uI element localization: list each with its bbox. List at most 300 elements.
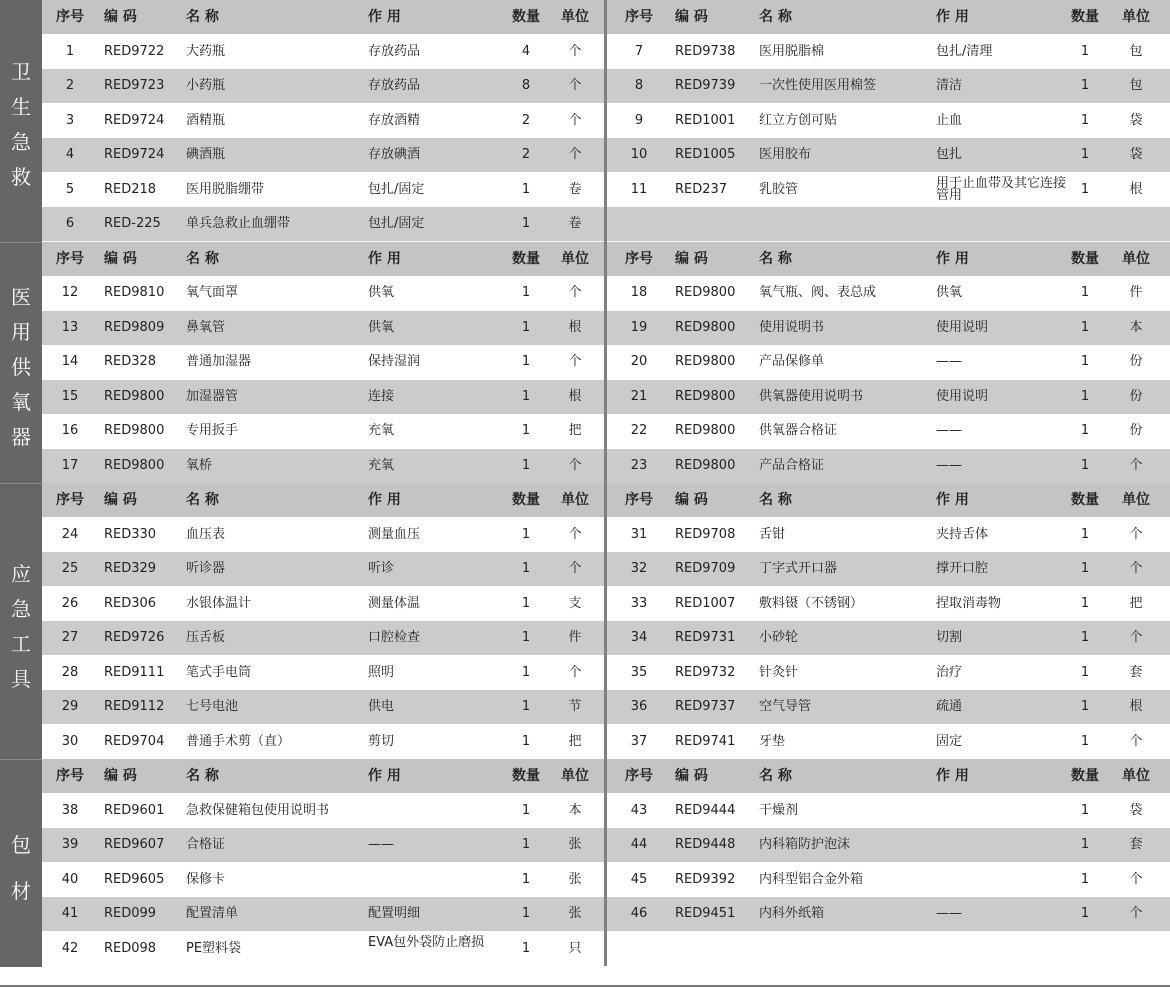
table-row-code: RED9112	[104, 699, 165, 714]
section-label-char: 具	[11, 666, 31, 691]
table-row-use: 连接	[368, 388, 395, 404]
table-row-no: 41	[61, 906, 79, 921]
table-row	[42, 794, 604, 828]
header-row-code: 编 码	[675, 492, 708, 508]
table-row-unit: 支	[568, 595, 582, 611]
table-row-unit: 根	[568, 319, 582, 335]
table-row-use: 保持湿润	[368, 354, 421, 369]
table-row-unit: 袋	[1129, 112, 1143, 128]
table-row	[607, 863, 1170, 897]
table-row-qty: 2	[521, 112, 531, 128]
table-row-code: RED9722	[104, 43, 165, 59]
header-row-unit: 单位	[1122, 492, 1150, 508]
table-row-name: 小砂轮	[759, 630, 799, 645]
table-row	[42, 35, 604, 69]
table-row-unit: 根	[568, 388, 582, 404]
table-row-use: 供氧	[936, 285, 963, 300]
table-row-qty: 1	[1080, 561, 1090, 576]
table-row-name: 乳胶管	[759, 181, 799, 197]
table-row-no: 3	[65, 112, 75, 128]
header-row-name: 名 称	[759, 768, 792, 784]
section-label-char: 器	[11, 425, 31, 450]
table-row-no: 13	[61, 319, 79, 335]
table-row-no: 25	[61, 561, 79, 576]
table-row-no: 14	[61, 354, 79, 369]
table-row-use: 供氧	[368, 285, 395, 300]
header-row	[607, 0, 1170, 34]
table-row-name: 鼻氧管	[186, 319, 226, 335]
header-row-code: 编 码	[675, 768, 708, 784]
table-row-code: RED328	[104, 354, 157, 369]
table-row	[42, 138, 604, 172]
header-row-use: 作 用	[936, 492, 969, 508]
table-row-name: 针灸针	[759, 664, 799, 680]
table-row-use: 口腔检查	[368, 630, 421, 645]
table-row-name: 供氧器合格证	[759, 423, 838, 438]
table-row-name: 内科外纸箱	[759, 906, 825, 921]
table-row-use: 包扎	[936, 147, 963, 162]
column-divider	[604, 0, 607, 242]
table-row-qty: 1	[521, 906, 531, 921]
table-row	[607, 69, 1170, 103]
table-row-unit: 把	[568, 423, 582, 438]
table-row-use: 剪切	[368, 733, 395, 749]
header-row-qty: 数量	[512, 492, 540, 508]
section-label-char: 材	[11, 878, 31, 903]
table-row-qty: 1	[1080, 285, 1090, 300]
table-row-code: RED9723	[104, 78, 165, 93]
table-row-name: 小药瓶	[186, 78, 226, 93]
table-row-code: RED237	[675, 181, 728, 197]
table-row	[42, 863, 604, 897]
table-row	[42, 656, 604, 690]
table-row-unit: 只	[568, 940, 582, 956]
header-row	[42, 759, 604, 793]
table-row-use: 清洁	[936, 78, 963, 93]
table-row-name: 氧桥	[186, 457, 213, 473]
table-row-no: 33	[630, 595, 648, 611]
table-row-unit: 包	[1129, 78, 1143, 93]
table-row-qty: 1	[1080, 388, 1090, 404]
header-row-no: 序号	[56, 9, 84, 25]
table-row-code: RED9800	[104, 423, 165, 438]
table-row	[42, 345, 604, 379]
table-row-name: 碘酒瓶	[186, 147, 226, 162]
table-row-unit: 件	[568, 630, 582, 645]
section-label-char: 包	[11, 832, 31, 857]
table-row-no: 26	[61, 595, 79, 611]
table-row-name: 大药瓶	[186, 43, 226, 59]
section-label-char: 氧	[11, 390, 31, 415]
table-row-use: ——	[936, 354, 962, 369]
table-row	[42, 276, 604, 310]
table-row-unit: 个	[1129, 630, 1143, 645]
table-row-qty: 1	[521, 871, 531, 887]
section-label-char: 生	[11, 95, 31, 120]
section-label-packaging	[0, 759, 42, 967]
table-row-unit: 个	[568, 354, 582, 369]
table-row-name: 氧气面罩	[186, 285, 239, 300]
table-row-code: RED9800	[675, 423, 736, 438]
table-row-qty: 1	[1080, 457, 1090, 473]
table-row-qty: 1	[521, 285, 531, 300]
table-row-unit: 袋	[1129, 802, 1143, 818]
table-row	[607, 552, 1170, 586]
table-row-qty: 1	[1080, 595, 1090, 611]
table-row	[42, 518, 604, 552]
table-row-name: 合格证	[186, 837, 226, 852]
section-label-char: 供	[11, 355, 31, 380]
table-row-name: 一次性使用医用棉签	[759, 78, 877, 93]
table-row-code: RED9704	[104, 733, 165, 749]
table-row-qty: 1	[521, 181, 531, 197]
header-row-qty: 数量	[1071, 9, 1099, 25]
header-row-no: 序号	[56, 768, 84, 784]
table-row-name: 七号电池	[186, 699, 239, 714]
section-oxygen-supply	[0, 242, 1170, 484]
section-label-char: 应	[11, 561, 31, 586]
table-row-no: 7	[634, 43, 644, 59]
table-row-code: RED9724	[104, 112, 165, 128]
header-row-use: 作 用	[368, 9, 401, 25]
table-row-code: RED9732	[675, 664, 736, 680]
table-row-use: 捏取消毒物	[936, 595, 1002, 611]
table-row-unit: 个	[568, 147, 582, 162]
table-row-unit: 卷	[568, 216, 582, 231]
table-row	[42, 173, 604, 207]
header-row-code: 编 码	[675, 250, 708, 267]
table-row-name: 产品合格证	[759, 457, 825, 473]
table-row	[42, 69, 604, 103]
table-row-code: RED9709	[675, 561, 736, 576]
table-row-qty: 1	[521, 595, 531, 611]
table-row-name: 供氧器使用说明书	[759, 388, 864, 404]
table-row-name: 普通手术剪（直）	[186, 733, 291, 749]
column-divider	[604, 759, 607, 966]
table-row-no: 8	[634, 78, 644, 93]
table-row-qty: 1	[521, 526, 531, 542]
table-row-qty: 1	[521, 733, 531, 749]
table-row-qty: 4	[521, 43, 531, 59]
header-row	[607, 483, 1170, 517]
table-row-name: 加湿器管	[186, 388, 239, 404]
table-row-no: 2	[65, 78, 75, 93]
table-row-unit: 套	[1129, 664, 1143, 680]
table-row-qty: 1	[1080, 733, 1090, 749]
table-row-name: PE塑料袋	[186, 940, 242, 956]
table-row-use: 存放酒精	[368, 112, 421, 128]
table-row-qty: 1	[521, 802, 531, 818]
column-divider	[604, 242, 607, 484]
table-row-unit: 根	[1129, 699, 1143, 714]
section-label-char: 救	[11, 165, 31, 190]
table-row	[607, 35, 1170, 69]
table-row-no: 20	[630, 354, 648, 369]
table-row-name: 血压表	[186, 526, 226, 542]
table-row-code: RED9451	[675, 906, 736, 921]
table-row-name: 配置清单	[186, 906, 239, 921]
table-row-no: 23	[630, 457, 648, 473]
header-row-qty: 数量	[1071, 492, 1099, 508]
table-row-code: RED9800	[675, 388, 736, 404]
table-row-qty: 1	[1080, 630, 1090, 645]
table-row	[42, 207, 604, 241]
table-row-name: 丁字式开口器	[759, 561, 838, 576]
table-row	[607, 794, 1170, 828]
header-row-qty: 数量	[512, 768, 540, 784]
table-row	[42, 828, 604, 862]
table-row-empty	[607, 932, 1170, 966]
table-row-use: ——	[936, 906, 962, 921]
table-row-use: 照明	[368, 664, 395, 680]
table-row-no: 16	[61, 423, 79, 438]
header-row-unit: 单位	[561, 768, 589, 784]
table-row-code: RED9726	[104, 630, 165, 645]
table-row-code: RED9607	[104, 837, 165, 852]
table-row-unit: 个	[1129, 561, 1143, 576]
table-row	[607, 173, 1170, 207]
table-row-unit: 张	[568, 871, 582, 887]
table-row-name: 敷料镊（不锈钢）	[759, 595, 864, 611]
table-row-no: 37	[630, 733, 648, 749]
table-row-no: 21	[630, 388, 648, 404]
table-row-use: 包扎/清理	[936, 43, 993, 59]
table-row-code: RED9724	[104, 147, 165, 162]
section-label-oxygen-supply	[0, 242, 42, 485]
table-row	[607, 690, 1170, 724]
table-row-no: 24	[61, 526, 79, 542]
table-row-use: 撑开口腔	[936, 561, 989, 576]
header-row	[607, 242, 1170, 276]
table-row-no: 32	[630, 561, 648, 576]
table-row-code: RED9708	[675, 526, 736, 542]
table-row-code: RED9737	[675, 699, 736, 714]
table-row-code: RED9800	[104, 457, 165, 473]
header-row-unit: 单位	[1122, 9, 1150, 25]
table-row	[42, 311, 604, 345]
table-row	[607, 518, 1170, 552]
table-row	[607, 725, 1170, 759]
table-row-no: 42	[61, 940, 79, 956]
table-row-use: 供电	[368, 699, 395, 714]
table-row-qty: 1	[521, 837, 531, 852]
table-row-no: 28	[61, 664, 79, 680]
header-row-use: 作 用	[368, 768, 401, 784]
table-row-use: 包扎/固定	[368, 181, 425, 197]
table-row-unit: 张	[568, 906, 582, 921]
table-row-no: 34	[630, 630, 648, 645]
section-label-char: 急	[11, 130, 31, 155]
table-row-no: 9	[634, 112, 644, 128]
table-row-code: RED9800	[675, 354, 736, 369]
table-row-name: 普通加湿器	[186, 354, 252, 369]
table-row-use	[366, 794, 508, 828]
table-row	[607, 345, 1170, 379]
header-row-use: 作 用	[936, 768, 969, 784]
table-row-code: RED1007	[675, 595, 736, 611]
table-row	[607, 104, 1170, 138]
table-row-code: RED9800	[104, 388, 165, 404]
table-row-use	[934, 828, 1066, 862]
table-row-qty: 1	[1080, 147, 1090, 162]
table-row-no: 11	[630, 181, 648, 197]
header-row-code: 编 码	[104, 492, 137, 508]
section-label-char: 工	[11, 631, 31, 656]
table-row-name: 医用胶布	[759, 147, 812, 162]
section-label-first-aid	[0, 0, 42, 242]
table-row-use: EVA包外袋防止磨损	[368, 934, 485, 950]
table-row-use	[934, 863, 1066, 897]
table-row-qty: 1	[1080, 354, 1090, 369]
section-emergency-tools	[0, 483, 1170, 759]
table-row	[607, 449, 1170, 483]
table-row	[607, 380, 1170, 414]
header-row-name: 名 称	[759, 492, 792, 508]
table-row	[607, 276, 1170, 310]
table-row-use: 充氧	[368, 423, 395, 438]
header-row-use: 作 用	[368, 250, 401, 267]
table-row-no: 30	[61, 733, 79, 749]
table-row-no: 19	[630, 319, 648, 335]
table-row-qty: 2	[521, 147, 531, 162]
table-row-use: 治疗	[936, 664, 963, 680]
header-row-no: 序号	[56, 250, 84, 267]
table-row-code: RED9448	[675, 837, 736, 852]
table-row	[42, 587, 604, 621]
header-row-unit: 单位	[561, 492, 589, 508]
table-row-unit: 份	[1129, 354, 1143, 369]
header-row-name: 名 称	[186, 492, 219, 508]
table-row-unit: 套	[1129, 837, 1143, 852]
table-row-name: 医用脱脂棉	[759, 43, 825, 59]
header-row-unit: 单位	[561, 9, 589, 25]
table-row-no: 40	[61, 871, 79, 887]
header-row-unit: 单位	[561, 250, 589, 267]
table-row-qty: 1	[521, 561, 531, 576]
table-row-unit: 个	[568, 526, 582, 542]
table-row-name: 牙垫	[759, 733, 786, 749]
table-row-qty: 1	[521, 423, 531, 438]
table-row-unit: 把	[1129, 595, 1143, 611]
table-row-code: RED-225	[104, 216, 161, 231]
table-row-use: ——	[368, 837, 394, 852]
table-row-unit: 卷	[568, 181, 582, 197]
table-row-qty: 1	[1080, 319, 1090, 335]
header-row-name: 名 称	[186, 768, 219, 784]
table-row-code: RED9800	[675, 457, 736, 473]
table-row-code: RED099	[104, 906, 157, 921]
header-row-use: 作 用	[936, 250, 969, 267]
table-row-code: RED9738	[675, 43, 736, 59]
table-row-name: 水银体温计	[186, 595, 252, 611]
table-row-no: 15	[61, 388, 79, 404]
table-row-qty: 1	[1080, 526, 1090, 542]
table-row-qty: 1	[521, 216, 531, 231]
table-row-use	[934, 794, 1066, 828]
table-row	[42, 932, 604, 966]
header-row	[42, 483, 604, 517]
table-row-unit: 个	[1129, 457, 1143, 473]
table-row	[42, 104, 604, 138]
table-row-qty: 1	[1080, 906, 1090, 921]
table-row-unit: 个	[568, 285, 582, 300]
table-row-name: 酒精瓶	[186, 112, 226, 128]
header-row	[42, 0, 604, 34]
table-row-use: 使用说明	[936, 388, 989, 404]
section-first-aid	[0, 0, 1170, 242]
table-row-use: 配置明细	[368, 906, 421, 921]
table-row-no: 22	[630, 423, 648, 438]
section-label-char: 用	[11, 320, 31, 345]
table-row-use: ——	[936, 423, 962, 438]
table-row-no: 44	[630, 837, 648, 852]
table-row-code: RED9739	[675, 78, 736, 93]
table-row-qty: 1	[1080, 181, 1090, 197]
table-row-code: RED306	[104, 595, 157, 611]
table-row-name: 听诊器	[186, 561, 226, 576]
table-row-qty: 1	[521, 630, 531, 645]
header-row-qty: 数量	[1071, 768, 1099, 784]
header-row-qty: 数量	[512, 250, 540, 267]
table-row-qty: 1	[1080, 78, 1090, 93]
table-row-qty: 1	[1080, 43, 1090, 59]
table-row-name: 内科型铝合金外箱	[759, 871, 864, 887]
table-row-code: RED9810	[104, 285, 165, 300]
table-row-no: 31	[630, 526, 648, 542]
section-label-char: 急	[11, 596, 31, 621]
table-row	[42, 449, 604, 483]
table-row-code: RED9392	[675, 871, 736, 887]
table-row	[607, 897, 1170, 931]
table-row-code: RED9605	[104, 871, 165, 887]
table-row-no: 10	[630, 147, 648, 162]
table-row-unit: 个	[1129, 871, 1143, 887]
table-row-unit: 张	[568, 837, 582, 852]
table-row-qty: 1	[1080, 423, 1090, 438]
table-row	[42, 725, 604, 759]
table-row-no: 29	[61, 699, 79, 714]
table-row-no: 46	[630, 906, 648, 921]
table-row	[607, 414, 1170, 448]
table-row-name: 产品保修单	[759, 354, 825, 369]
header-row-code: 编 码	[104, 9, 137, 25]
section-label-char: 卫	[11, 60, 31, 85]
table-row-name: 单兵急救止血绷带	[186, 216, 291, 231]
table-row-empty	[607, 207, 1170, 241]
table-row-no: 27	[61, 630, 79, 645]
table-row-name: 红立方创可贴	[759, 112, 838, 128]
table-row-qty: 1	[1080, 664, 1090, 680]
table-row-qty: 1	[1080, 871, 1090, 887]
table-row-unit: 本	[1129, 319, 1143, 335]
table-row-code: RED1001	[675, 112, 736, 128]
header-row	[607, 759, 1170, 793]
table-row-no: 4	[65, 147, 75, 162]
header-row-no: 序号	[625, 492, 653, 508]
table-row-code: RED330	[104, 526, 157, 542]
table-row-unit: 节	[568, 699, 582, 714]
table-row-qty: 8	[521, 78, 531, 93]
table-row-use: 止血	[936, 112, 963, 128]
table-row-code: RED9601	[104, 802, 165, 818]
header-row-name: 名 称	[759, 250, 792, 267]
table-row-use: 使用说明	[936, 319, 989, 335]
header-row-use: 作 用	[368, 492, 401, 508]
table-row-no: 35	[630, 664, 648, 680]
table-row-unit: 个	[1129, 733, 1143, 749]
table-row-no: 5	[65, 181, 75, 197]
table-row-no: 45	[630, 871, 648, 887]
